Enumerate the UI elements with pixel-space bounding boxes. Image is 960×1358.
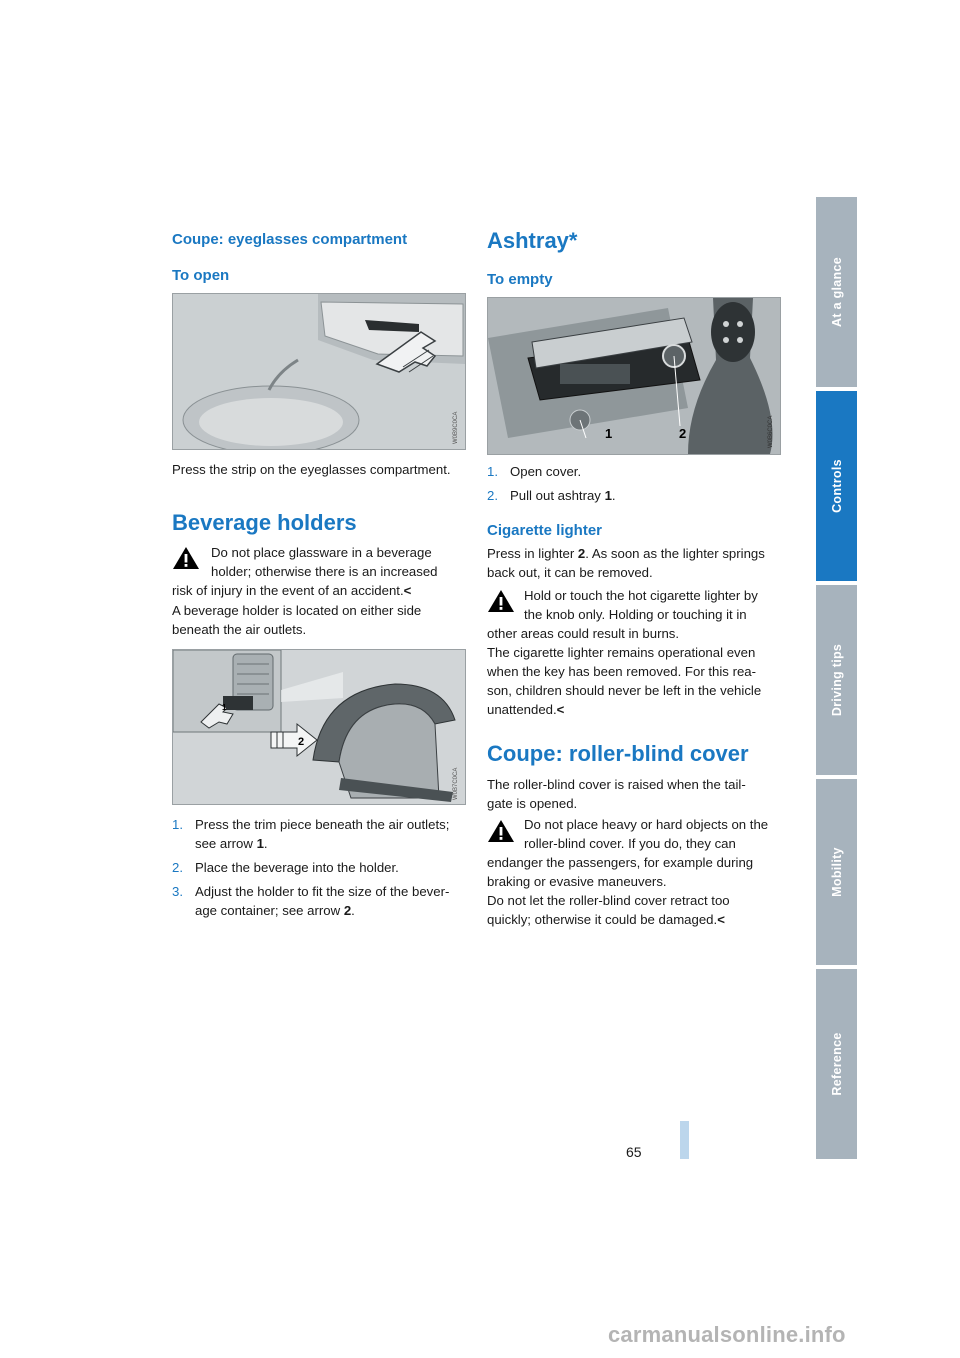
step-line: Adjust the holder to fit the size of the bever- — [195, 884, 450, 899]
body-text: Press in lighter — [487, 546, 578, 561]
list-item — [172, 815, 472, 853]
warning-end-mark: < — [717, 912, 725, 927]
warning-line: other areas could result in burns. — [487, 626, 680, 641]
figure-code: W0B9C0CA — [453, 411, 459, 444]
warning-line: endanger the passengers, for example during — [487, 855, 754, 870]
ashtray-subheading: To empty — [487, 271, 553, 288]
step-ref: 2 — [343, 903, 352, 918]
tab-controls[interactable] — [816, 391, 857, 581]
beverage-warning — [172, 543, 472, 600]
ashtray-heading: Ashtray* — [487, 228, 578, 253]
beverage-illustration — [173, 650, 465, 804]
body-ref: 2 — [577, 546, 586, 561]
figure-label-1: 1 — [222, 703, 227, 712]
warning-line: quickly; otherwise it could be damaged. — [487, 912, 718, 927]
tab-label: Driving tips — [829, 643, 844, 717]
figure-label-2: 2 — [679, 426, 687, 441]
beverage-body — [172, 601, 421, 639]
page-number: 65 — [626, 1144, 642, 1160]
tab-label: Reference — [829, 1032, 844, 1096]
beverage-heading: Beverage holders — [172, 510, 357, 535]
tab-mobility[interactable] — [816, 779, 857, 965]
warning-end-mark: < — [556, 702, 565, 717]
eyeglasses-heading: Coupe: eyeglasses compartment — [172, 231, 408, 248]
warning-line: Do not let the roller-blind cover retract too — [487, 893, 730, 908]
roller-body — [487, 775, 787, 813]
list-item — [172, 882, 472, 920]
step-line: Place the beverage into the holder. — [195, 860, 399, 875]
roller-heading: Coupe: roller-blind cover — [487, 741, 749, 766]
step-line: Press the trim piece beneath the air outlets; — [195, 817, 450, 832]
step-ref: 1 — [604, 488, 612, 503]
tab-label: At a glance — [829, 257, 844, 327]
step-text: Pull out ashtray — [510, 488, 605, 503]
figure-code: W0B7C0CA — [453, 767, 459, 800]
warning-line: Hold or touch the hot cigarette lighter by — [524, 588, 758, 603]
watermark: carmanualsonline.info — [608, 1322, 846, 1347]
step-ref: 1 — [256, 836, 264, 851]
list-item — [487, 486, 787, 505]
warning-line: son, children should never be left in the vehicle — [487, 683, 762, 698]
step-number: 1. — [487, 464, 498, 479]
eyeglasses-subheading: To open — [172, 267, 230, 284]
step-line: age container; see arrow — [195, 903, 344, 918]
body-line: beneath the air outlets. — [172, 622, 307, 637]
tab-label: Controls — [829, 459, 844, 513]
warning-line: Do not place glassware in a beverage — [211, 545, 432, 560]
beverage-steps — [172, 815, 472, 925]
body-line: A beverage holder is located on either side — [172, 603, 422, 618]
figure-label-1: 1 — [605, 426, 613, 441]
lighter-heading: Cigarette lighter — [487, 522, 603, 539]
warning-line: risk of injury in the event of an accident. — [172, 583, 404, 598]
tab-at-a-glance[interactable] — [816, 197, 857, 387]
ashtray-steps — [487, 462, 787, 510]
figure-code: W0B6C0CA — [768, 415, 774, 448]
warning-line: unattended. — [487, 702, 557, 717]
step-number: 1. — [172, 817, 183, 832]
figure-label-2: 2 — [298, 736, 305, 748]
lighter-body — [487, 544, 787, 582]
body-text: . As soon as the lighter springs — [585, 546, 765, 561]
page-marker-bar — [680, 1121, 689, 1159]
step-number: 2. — [487, 488, 498, 503]
lighter-warning — [487, 586, 787, 719]
beverage-figure — [172, 649, 466, 805]
tab-driving-tips[interactable] — [816, 585, 857, 775]
step-number: 3. — [172, 884, 183, 899]
warning-line: braking or evasive maneuvers. — [487, 874, 667, 889]
ashtray-illustration — [488, 298, 780, 454]
warning-line: the knob only. Holding or touching it in — [524, 607, 747, 622]
body-line: gate is opened. — [487, 796, 578, 811]
step-text: Open cover. — [510, 464, 582, 479]
step-text: . — [611, 488, 616, 503]
ashtray-figure — [487, 297, 781, 455]
list-item — [172, 858, 472, 877]
body-line: The roller-blind cover is raised when the tail- — [487, 777, 746, 792]
warning-line: The cigarette lighter remains operational even — [487, 645, 756, 660]
roller-warning — [487, 815, 787, 929]
eyeglasses-body: Press the strip on the eyeglasses compartment. — [172, 462, 451, 477]
eyeglasses-figure — [172, 293, 466, 450]
tab-reference[interactable] — [816, 969, 857, 1159]
eyeglasses-illustration — [173, 294, 465, 449]
body-line: back out, it can be removed. — [487, 565, 653, 580]
step-number: 2. — [172, 860, 183, 875]
step-line: . — [263, 836, 268, 851]
step-line: see arrow — [195, 836, 257, 851]
step-line: . — [351, 903, 355, 918]
warning-line: roller-blind cover. If you do, they can — [524, 836, 736, 851]
tab-label: Mobility — [829, 847, 844, 897]
warning-line: Do not place heavy or hard objects on the — [524, 817, 769, 832]
warning-end-mark: < — [403, 583, 412, 598]
warning-line: holder; otherwise there is an increased — [211, 564, 438, 579]
list-item — [487, 462, 787, 481]
warning-line: when the key has been removed. For this rea- — [487, 664, 757, 679]
